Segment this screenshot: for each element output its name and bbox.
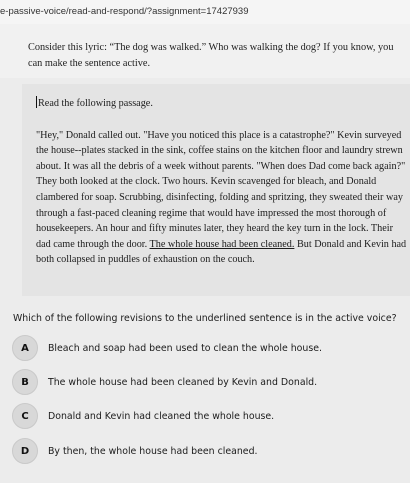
choice-letter-a[interactable]: A [12,335,38,361]
answer-choice-b[interactable] [12,369,402,395]
address-url: e-passive-voice/read-and-respond/?assignment=17427939 [0,6,249,17]
choice-text-d[interactable]: By then, the whole house had been cleaned. [48,445,258,457]
answer-choice-a[interactable] [12,335,402,361]
address-bar[interactable] [0,0,410,24]
choice-letter-b[interactable]: B [12,369,38,395]
passage-intro [36,96,408,112]
text-cursor [36,96,37,108]
choice-letter-d[interactable]: D [12,438,38,464]
choice-text-c[interactable]: Donald and Kevin had cleaned the whole house. [48,410,275,422]
prompt-panel [0,24,410,78]
answer-choice-d[interactable] [12,438,402,464]
choice-text-b[interactable]: The whole house had been cleaned by Kevin and Donald. [48,376,318,388]
passage-body [36,128,408,268]
passage-intro-text: Read the following passage. [38,98,153,109]
answer-choice-c[interactable] [12,403,402,429]
question-text: Which of the following revisions to the underlined sentence is in the active voice? [13,313,397,324]
passage-panel [22,84,410,296]
passage-text-before: "Hey," Donald called out. "Have you noticed this place is a catastrophe?" Kevin surveyed the house--plates stacked in the sink, coffee stains on the kitchen floor and laundry strewn about. It was all the debris of a week without parents. "When does Dad come back again?" They both looked at the clock. Two hours. Kevin scavenged for bleach, and Donald clambered for soap. Scrubbing, disinfecting, folding and spritzing, they sweated their way through a fast-paced cleaning regime that would have impressed the most thorough of housekeepers. An hour and fifty minutes later, they heard the key turn in the lock. Their dad came through the door. [36,129,406,250]
passage-text-after: But Donald and Kevin had both collapsed in puddles of exhaustion on the couch. [36,238,407,266]
choice-text-a[interactable]: Bleach and soap had been used to clean the whole house. [48,342,322,354]
underlined-sentence: The whole house had been cleaned. [149,238,295,250]
prompt-text: Consider this lyric: “The dog was walked.” Who was walking the dog? If you know, you can make the sentence active. [28,42,394,69]
choice-letter-c[interactable]: C [12,403,38,429]
passage-content [36,96,408,268]
